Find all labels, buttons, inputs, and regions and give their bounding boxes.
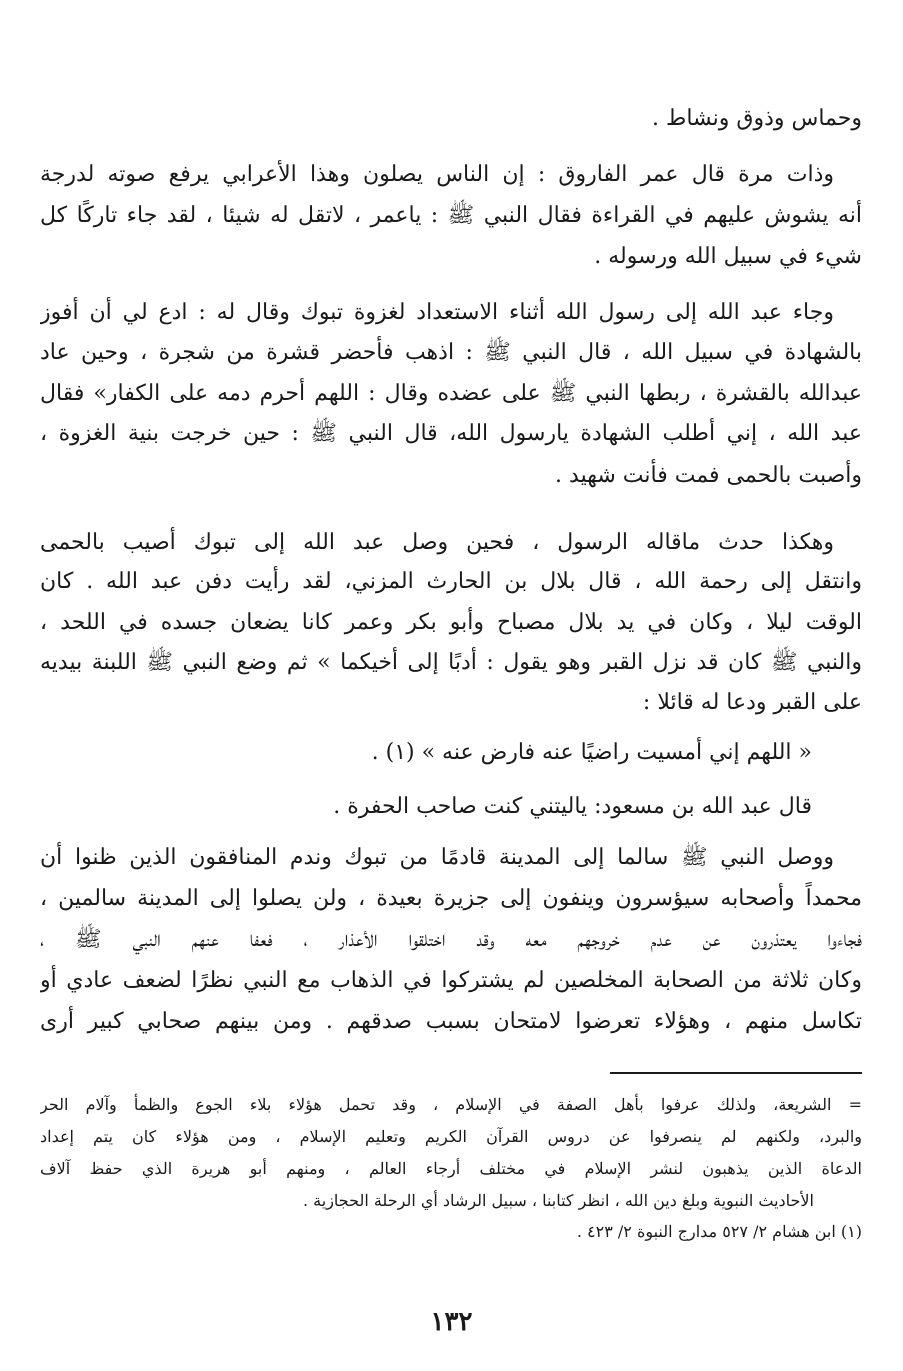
footnote-line: والبرد، ولكنهم لم ينصرفوا عن دروس القرآن الكريم وتعليم الإسلام ، ومن هؤلاء كان يتم إعداد xyxy=(40,1127,862,1146)
body-line: والنبي ﷺ كان قد نزل القبر وهو يقول : أدبًا إلى أخيكما » ثم وضع النبي ﷺ اللبنة بيديه xyxy=(40,650,862,675)
body-line: على القبر ودعا له قائلا : xyxy=(642,690,862,715)
body-line: أنه يشوش عليهم في القراءة فقال النبي ﷺ : ياعمر ، لاتقل له شيئا ، لقد جاء تاركًا كل xyxy=(40,203,862,228)
body-line: الوقت ليلا ، وكان في يد بلال مصباح وأبو بكر وعمر كانا يضعان جسده في اللحد ، xyxy=(40,610,862,635)
body-line: وجاء عبد الله إلى رسول الله أثناء الاستعداد لغزوة تبوك وقال له : ادع لي أن أفوز xyxy=(40,300,834,325)
body-line: وانتقل إلى رحمة الله ، قال بلال بن الحارث المزني، لقد رأيت دفن عبد الله . كان xyxy=(40,569,862,594)
footnote-line: = الشريعة، ولذلك عرفوا بأهل الصفة في الإسلام ، وقد تحمل هؤلاء بلاء الجوع والظمأ وآلام الحر xyxy=(40,1095,862,1114)
body-line: محمداً وأصحابه سيؤسرون وينفون إلى جزيرة بعيدة ، ولن يصلوا إلى المدينة سالمين ، xyxy=(40,886,862,911)
footnote-separator xyxy=(610,1072,862,1074)
body-line: وكان ثلاثة من الصحابة المخلصين لم يشتركوا في الذهاب مع النبي نظرًا لضعف عادي أو xyxy=(40,968,862,993)
quote-line: « اللهم إني أمسيت راضيًا عنه فارض عنه » (١) . xyxy=(371,740,812,765)
body-line: تكاسل منهم ، وهؤلاء تعرضوا لامتحان بسبب صدقهم . ومن بينهم صحابي كبير أرى xyxy=(40,1009,862,1034)
body-line: عبدالله بالقشرة ، ربطها النبي ﷺ على عضده وقال : اللهم أحرم دمه على الكفار» فقال xyxy=(40,381,862,406)
body-line: فجاءوا يعتذرون عن عدم خروجهم معه وقد اختلقوا الأعذار ، فعفا عنهم النبي ﷺ ، xyxy=(40,927,862,952)
footnote-line: الأحاديث النبوية وبلغ دين الله ، انظر كتابنا ، سبيل الرشاد أي الرحلة الحجازية . xyxy=(302,1191,814,1210)
body-line: ووصل النبي ﷺ سالما إلى المدينة قادمًا من تبوك وندم المنافقون الذين ظنوا أن xyxy=(40,845,834,870)
body-line: وذات مرة قال عمر الفاروق : إن الناس يصلون وهذا الأعرابي يرفع صوته لدرجة xyxy=(40,162,834,187)
body-line: قال عبد الله بن مسعود: ياليتني كنت صاحب الحفرة . xyxy=(333,794,812,819)
body-line: عبد الله ، إني أطلب الشهادة يارسول الله، قال النبي ﷺ : حين خرجت بنية الغزوة ، xyxy=(40,421,862,446)
page-number: ١٣٢ xyxy=(430,1307,473,1337)
body-line: وأصبت بالحمى فمت فأنت شهيد . xyxy=(555,463,862,488)
body-line: وحماس وذوق ونشاط . xyxy=(651,106,862,131)
footnote-line: (١) ابن هشام ٢/ ٥٢٧ مدارج النبوة ٢/ ٤٢٣ . xyxy=(576,1222,862,1241)
footnote-line: الدعاة الذين يذهبون لنشر الإسلام في مختلف أرجاء العالم ، ومنهم أبو هريرة الذي حفظ آلاف xyxy=(40,1159,862,1178)
body-line: وهكذا حدث ماقاله الرسول ، فحين وصل عبد الله إلى تبوك أصيب بالحمى xyxy=(40,530,834,555)
body-line: شيء في سبيل الله ورسوله . xyxy=(594,244,862,269)
body-line: بالشهادة في سبيل الله ، قال النبي ﷺ : اذهب فأحضر قشرة من شجرة ، وحين عاد xyxy=(40,340,862,365)
